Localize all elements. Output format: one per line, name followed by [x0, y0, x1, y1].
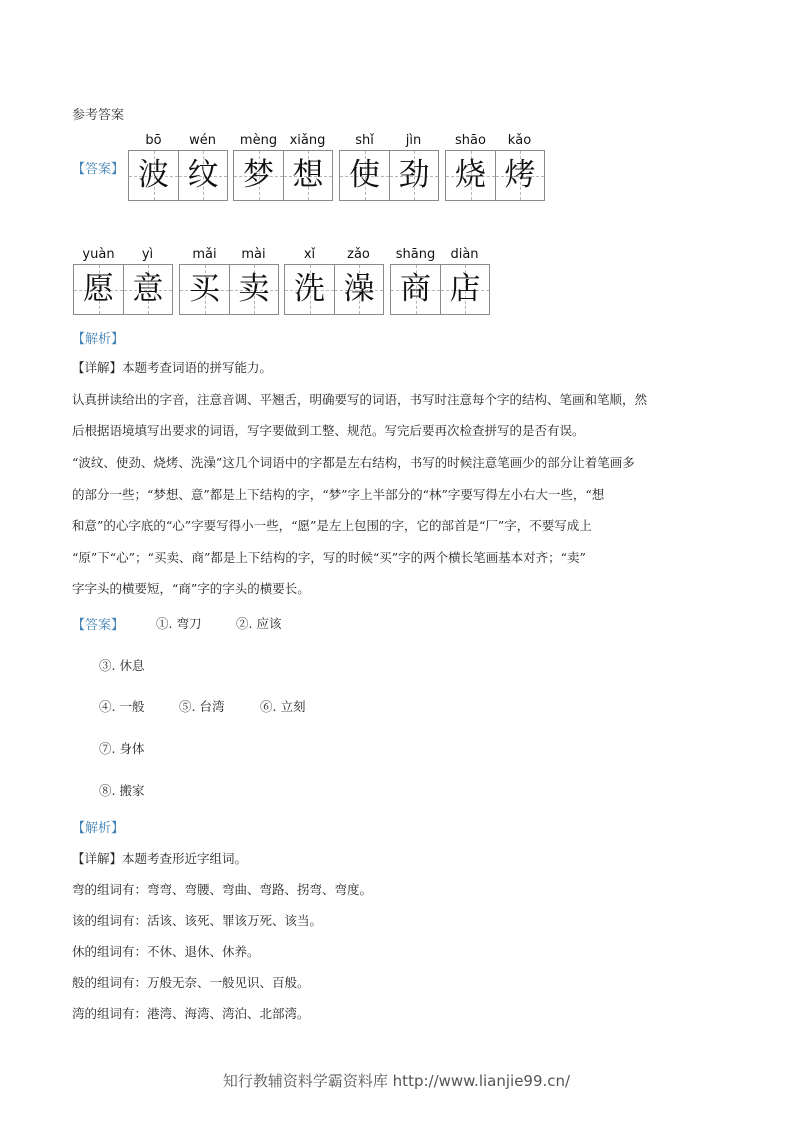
pinyin-pair: [180, 247, 278, 262]
tianzige-pair: [128, 150, 228, 201]
hanzi: 洗: [294, 271, 325, 307]
answer-item: ⑥. 立刻: [260, 699, 306, 714]
pinyin: zǎo: [347, 247, 370, 262]
word-group-line: 般的组词有：万般无奈、一般见识、百般。: [72, 975, 310, 990]
hanzi: 卖: [238, 271, 270, 307]
hanzi: 劲: [398, 157, 430, 193]
analysis-line: “原”下“心”；“买卖、商”都是上下结构的字，写的时候“买”字的两个横长笔画基本对齐；“卖”: [72, 550, 586, 565]
pinyin-pair: [129, 133, 227, 148]
pinyin: shāng: [395, 247, 436, 262]
answer-item: ①. 弯刀: [156, 616, 202, 631]
pinyin-pair: [74, 247, 172, 262]
analysis-tag: 【解析】: [72, 332, 125, 347]
pinyin: mǎi: [192, 247, 217, 262]
answer-item: ②. 应该: [236, 616, 282, 631]
tianzige-pair: [445, 150, 545, 201]
analysis-line: “波纹、使劲、烧烤、洗澡”这几个词语中的字都是左右结构，书写的时候注意笔画少的部分让着笔画多: [72, 455, 635, 470]
answer-item: ⑧. 搬家: [99, 783, 145, 798]
pinyin-pair: [234, 133, 332, 148]
tianzige-pair: [284, 264, 384, 315]
footer-watermark: 知行教辅资料学霸资料库 http://www.lianjie99.cn/: [222, 1072, 571, 1090]
tianzige-pair: [179, 264, 279, 315]
pinyin: yuàn: [82, 247, 115, 262]
tianzige-pair: [233, 150, 333, 201]
answer-item: ⑤. 台湾: [179, 699, 225, 714]
hanzi: 使: [349, 157, 380, 193]
hanzi: 店: [449, 271, 481, 307]
pinyin-pair: [285, 247, 383, 262]
hanzi: 烧: [455, 157, 486, 193]
tianzige-pair: [390, 264, 490, 315]
detail-heading: 【详解】本题考查形近字组词。: [72, 851, 248, 866]
word-group-line: 湾的组词有：港湾、海湾、湾泊、北部湾。: [72, 1006, 310, 1021]
analysis-line: 的部分一些；“梦想、意”都是上下结构的字，“梦”字上半部分的“林”字要写得左小右大一些，“想: [72, 487, 605, 502]
pinyin-pair: [391, 247, 489, 262]
analysis-line: 后根据语境填写出要求的词语，写字要做到工整、规范。写完后要再次检查拼写的是否有误。: [72, 423, 585, 438]
pinyin: xiǎng: [289, 133, 326, 148]
tianzige-pair: [339, 150, 439, 201]
answer-tag: 【答案】: [72, 618, 125, 633]
hanzi: 澡: [343, 271, 375, 307]
pinyin: wén: [189, 133, 216, 148]
pinyin: bō: [145, 133, 162, 148]
word-group-line: 弯的组词有：弯弯、弯腰、弯曲、弯路、拐弯、弯度。: [72, 882, 373, 897]
pinyin-pair: [446, 133, 544, 148]
analysis-line: 认真拼读给出的字音，注意音调、平翘舌，明确要写的词语，书写时注意每个字的结构、笔画和笔顺，然: [72, 392, 648, 407]
hanzi: 愿: [83, 271, 114, 307]
hanzi: 梦: [243, 157, 274, 193]
pinyin: shāo: [455, 133, 486, 148]
pinyin: yì: [141, 247, 154, 262]
pinyin: xǐ: [303, 247, 316, 262]
analysis-line: 和意”的心字底的“心”字要写得小一些，“愿”是左上包围的字，它的部首是“厂”字，不要写成上: [72, 518, 592, 533]
pinyin: shǐ: [355, 133, 374, 148]
word-group-line: 该的组词有：活该、该死、罪该万死、该当。: [72, 913, 323, 928]
analysis-line: 字字头的横要短，“商”字的字头的横要长。: [72, 581, 310, 596]
hanzi: 买: [189, 271, 220, 307]
hanzi: 意: [132, 271, 164, 307]
detail-heading: 【详解】本题考查词语的拼写能力。: [72, 360, 273, 375]
pinyin-pair: [340, 133, 438, 148]
pinyin: diàn: [450, 247, 479, 262]
tianzige-pair: [73, 264, 173, 315]
hanzi: 纹: [187, 157, 219, 193]
answer-item: ③. 休息: [99, 658, 145, 673]
hanzi: 商: [400, 271, 431, 307]
answer-item: ⑦. 身体: [99, 741, 145, 756]
pinyin: kǎo: [507, 133, 532, 148]
pinyin: mèng: [239, 133, 278, 148]
pinyin: mài: [241, 247, 266, 262]
analysis-tag: 【解析】: [72, 821, 125, 836]
word-group-line: 休的组词有：不休、退休、休养。: [72, 944, 260, 959]
pinyin: jìn: [405, 133, 422, 148]
answer-item: ④. 一般: [99, 699, 145, 714]
hanzi: 波: [138, 157, 169, 193]
hanzi: 想: [292, 157, 324, 193]
answer-tag: 【答案】: [72, 162, 125, 177]
page-heading: 参考答案: [72, 108, 125, 123]
hanzi: 烤: [504, 157, 536, 193]
